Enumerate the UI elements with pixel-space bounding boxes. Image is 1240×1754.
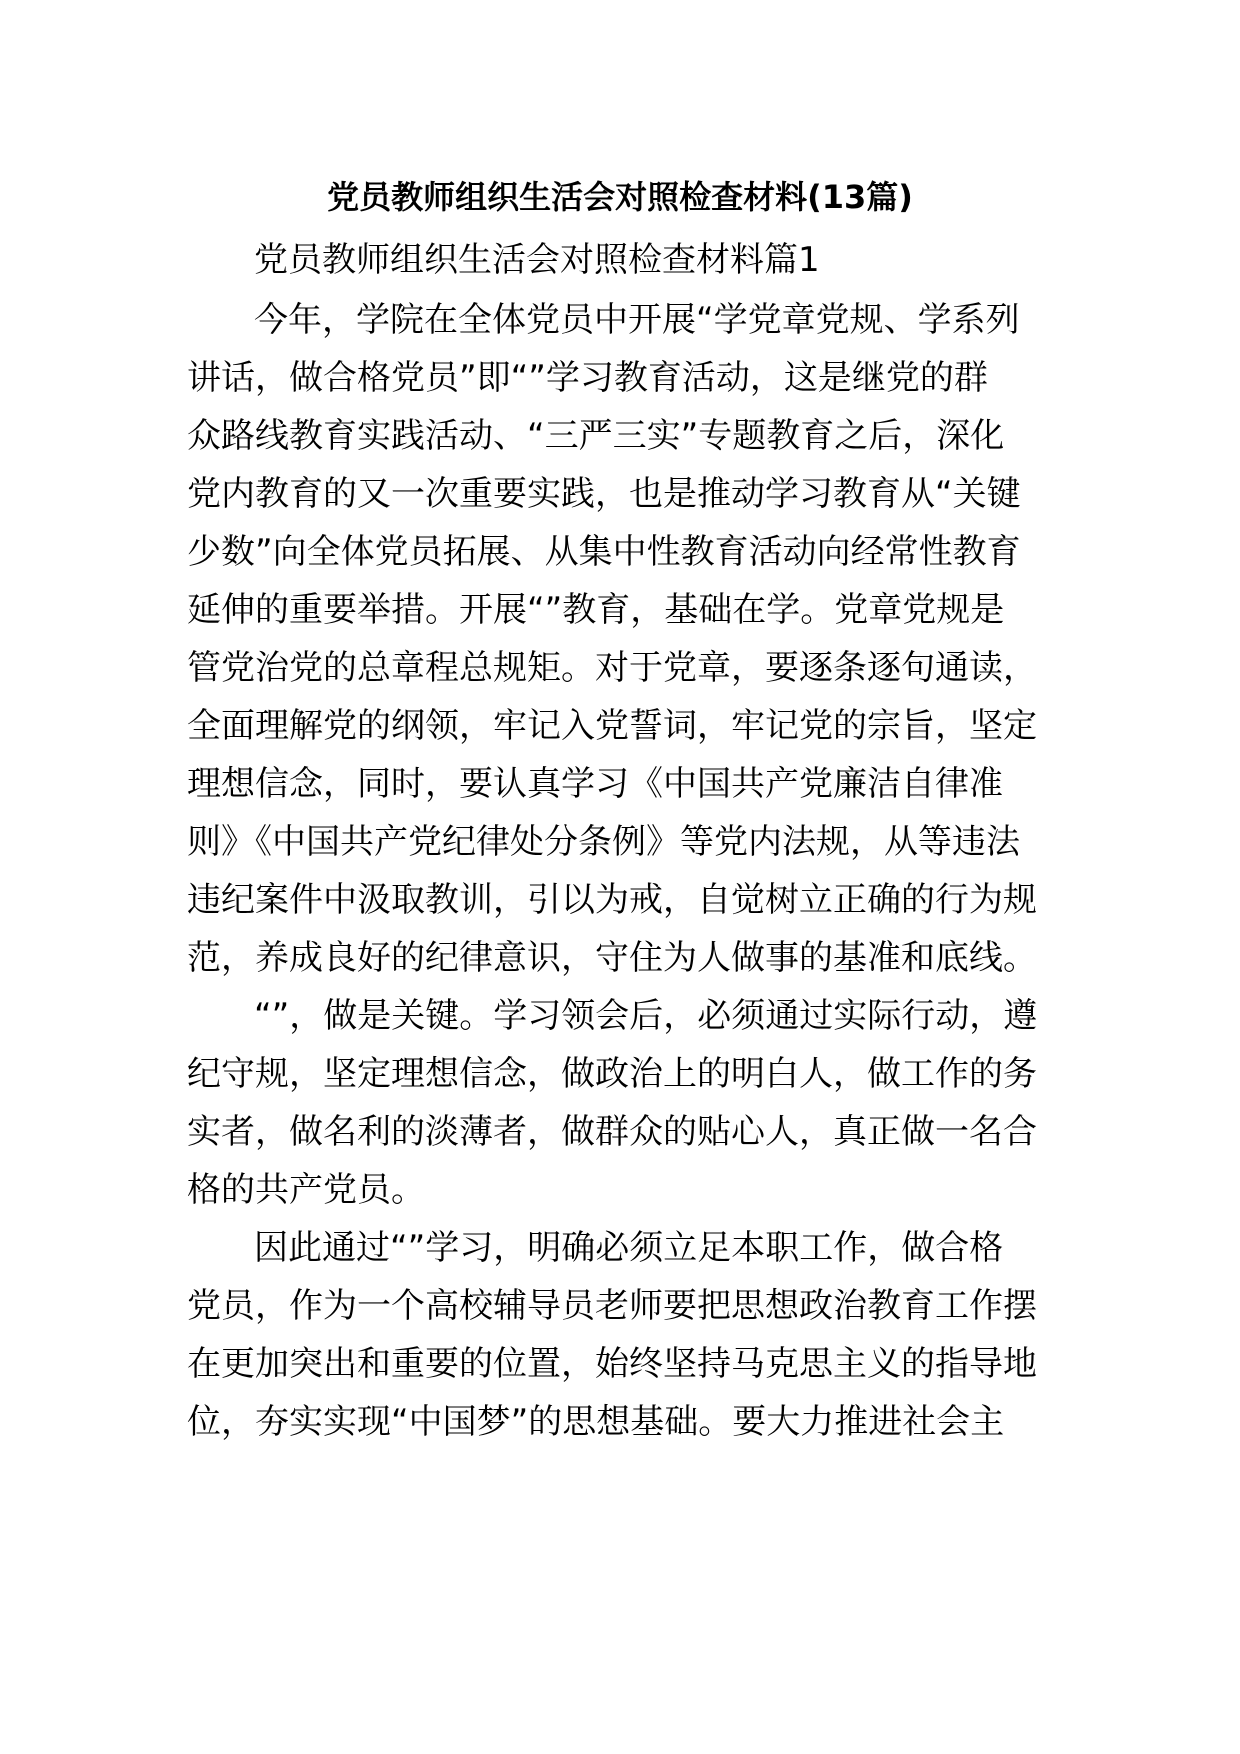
text-line: 今年，学院在全体党员中开展“学党章党规、学系列 [254,300,1020,340]
text-line: 纪守规，坚定理想信念，做政治上的明白人，做工作的务 [187,1054,1037,1094]
text-line: 少数”向全体党员拓展、从集中性教育活动向经常性教育 [187,532,1021,572]
text-line: 违纪案件中汲取教训，引以为戒，自觉树立正确的行为规 [187,880,1037,920]
text-line: 管党治党的总章程总规矩。对于党章，要逐条逐句通读， [187,648,1037,688]
text-line: 格的共产党员。 [187,1170,425,1210]
document-title: 党员教师组织生活会对照检查材料(13篇) [327,178,913,216]
text-line: “”，做是关键。学习领会后，必须通过实际行动，遵 [254,996,1038,1036]
text-line: 实者，做名利的淡薄者，做群众的贴心人，真正做一名合 [187,1112,1037,1152]
text-line: 理想信念，同时，要认真学习《中国共产党廉洁自律准 [187,764,1003,804]
text-line: 延伸的重要举措。开展“”教育，基础在学。党章党规是 [187,590,1005,630]
text-line: 讲话，做合格党员”即“”学习教育活动，这是继党的群 [187,358,988,398]
text-line: 党内教育的又一次重要实践，也是推动学习教育从“关键 [187,474,1021,514]
text-line: 则》《中国共产党纪律处分条例》等党内法规，从等违法 [187,822,1020,862]
text-line: 党员，作为一个高校辅导员老师要把思想政治教育工作摆 [187,1286,1037,1326]
text-line: 全面理解党的纲领，牢记入党誓词，牢记党的宗旨，坚定 [187,706,1037,746]
text-line: 在更加突出和重要的位置，始终坚持马克思主义的指导地 [187,1344,1037,1384]
text-line: 因此通过“”学习，明确必须立足本职工作，做合格 [254,1228,1004,1268]
text-line: 众路线教育实践活动、“三严三实”专题教育之后，深化 [187,416,1005,456]
section-heading: 党员教师组织生活会对照检查材料篇1 [254,240,820,280]
text-line: 范，养成良好的纪律意识，守住为人做事的基准和底线。 [187,938,1037,978]
text-line: 位，夯实实现“中国梦”的思想基础。要大力推进社会主 [187,1402,1005,1442]
